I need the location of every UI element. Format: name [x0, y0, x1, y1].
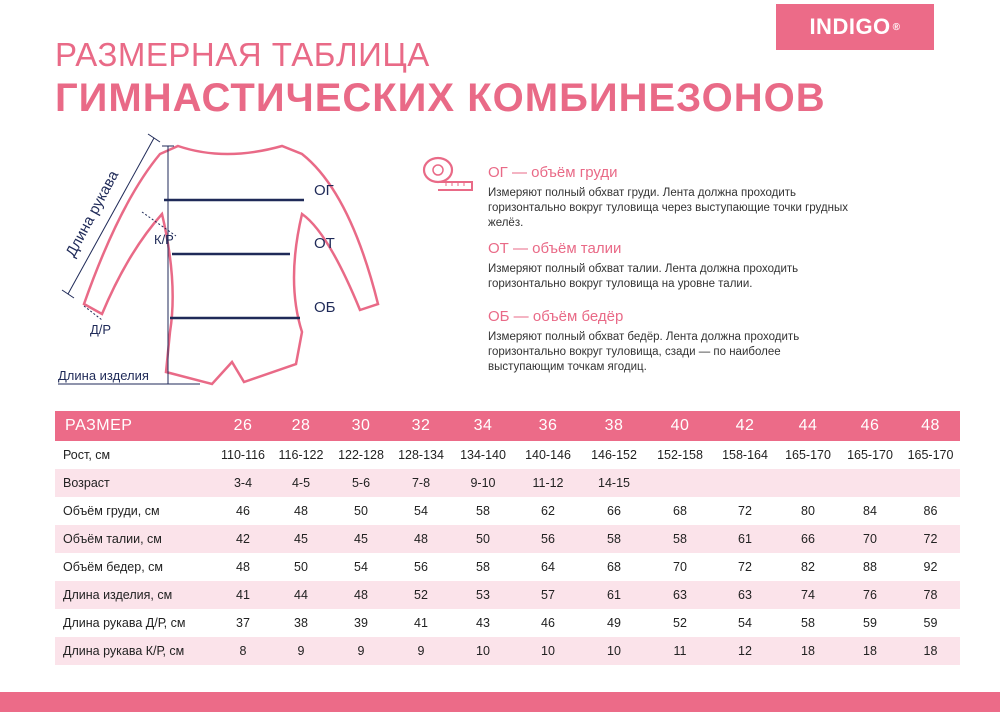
sleeve-length-label: Длина рукава	[62, 167, 123, 260]
measuring-tape-icon	[420, 154, 476, 192]
table-cell: 48	[236, 560, 250, 574]
table-cell: 9	[331, 637, 391, 665]
table-cell: 50	[451, 525, 515, 553]
table-cell: 10	[581, 637, 647, 665]
table-cell: 128-134	[398, 448, 444, 462]
header-cell: 38	[581, 411, 647, 441]
table-cell: 64	[541, 560, 555, 574]
header-cell: РАЗМЕР	[55, 411, 215, 441]
measurement-ot-text: Измеряют полный обхват талии. Лента должна проходить горизонтально вокруг туловища на уровне талии.	[488, 263, 799, 290]
registered-mark: ®	[892, 21, 901, 33]
table-cell: 10	[515, 637, 581, 665]
table-cell	[901, 469, 960, 497]
table-cell: 46	[236, 504, 250, 518]
table-cell: 56	[515, 525, 581, 553]
table-cell: 68	[607, 560, 621, 574]
size-table	[55, 411, 960, 665]
table-cell	[839, 469, 901, 497]
table-cell: 9-10	[451, 469, 515, 497]
table-cell: 37	[236, 616, 250, 630]
table-cell: 5-6	[331, 469, 391, 497]
header-cell: 44	[777, 411, 839, 441]
table-cell: 165-170	[785, 448, 831, 462]
table-cell: 165-170	[847, 448, 893, 462]
table-cell: 10	[451, 637, 515, 665]
table-cell: 84	[863, 504, 877, 518]
table-cell: 48	[294, 504, 308, 518]
table-row	[55, 525, 960, 553]
header-cell: 30	[331, 411, 391, 441]
table-cell: 70	[673, 560, 687, 574]
row-label: Объём талии, см	[55, 525, 215, 553]
table-cell: 59	[863, 616, 877, 630]
table-cell: 54	[354, 560, 368, 574]
table-cell: 41	[215, 581, 271, 609]
table-cell: 63	[713, 581, 777, 609]
table-cell: 52	[391, 581, 451, 609]
table-cell: 39	[354, 616, 368, 630]
table-cell: 18	[777, 637, 839, 665]
table-cell: 50	[354, 504, 368, 518]
measurement-ot-title: ОТ — объём талии	[488, 240, 622, 257]
measurement-ot	[488, 240, 858, 292]
table-cell: 48	[331, 581, 391, 609]
measurement-og-title: ОГ — объём груди	[488, 164, 618, 181]
table-cell: 57	[515, 581, 581, 609]
table-cell: 92	[923, 560, 938, 574]
ob-label: ОБ	[314, 299, 336, 316]
logo-text: INDIGO	[809, 14, 891, 39]
table-cell: 43	[476, 616, 490, 630]
table-row	[55, 497, 960, 525]
leotard-sketch	[50, 132, 380, 392]
header-cell: 34	[451, 411, 515, 441]
table-cell: 66	[777, 525, 839, 553]
header-cell: 46	[839, 411, 901, 441]
table-cell: 134-140	[460, 448, 506, 462]
table-cell: 88	[863, 560, 877, 574]
table-cell: 41	[414, 616, 428, 630]
table-cell: 53	[451, 581, 515, 609]
table-cell: 11-12	[515, 469, 581, 497]
page-title-line1: РАЗМЕРНАЯ ТАБЛИЦА	[55, 36, 430, 73]
leotard-outline	[84, 146, 378, 384]
header-cell: 26	[215, 411, 271, 441]
measurement-og-text: Измеряют полный обхват груди. Лента должна проходить горизонтально вокруг туловища через выступающие точки грудных желёз.	[488, 187, 848, 229]
table-cell: 66	[607, 504, 621, 518]
kr-label: К/Р	[154, 232, 174, 247]
table-cell: 9	[271, 637, 331, 665]
table-row	[55, 469, 960, 497]
table-cell: 49	[607, 616, 621, 630]
table-cell: 158-164	[722, 448, 768, 462]
table-cell: 46	[541, 616, 555, 630]
table-cell: 45	[271, 525, 331, 553]
table-row	[55, 581, 960, 609]
table-cell: 58	[801, 616, 815, 630]
table-cell: 9	[391, 637, 451, 665]
table-cell: 74	[777, 581, 839, 609]
table-row	[55, 609, 960, 637]
table-header-row	[55, 411, 960, 441]
measurement-ob-text: Измеряют полный обхват бедёр. Лента должна проходить горизонтально вокруг туловища, сзади — по наиболее выступающим точкам ягодиц.	[488, 331, 800, 373]
table-cell	[647, 469, 713, 497]
ot-label: ОТ	[314, 235, 335, 252]
table-cell: 18	[839, 637, 901, 665]
table-cell: 165-170	[907, 448, 954, 462]
table-cell: 61	[713, 525, 777, 553]
table-cell	[777, 469, 839, 497]
og-label: ОГ	[314, 182, 334, 199]
table-row	[55, 637, 960, 665]
table-cell: 72	[738, 504, 752, 518]
table-cell: 80	[801, 504, 815, 518]
table-cell: 72	[901, 525, 960, 553]
measurement-og	[488, 164, 858, 231]
table-cell	[713, 469, 777, 497]
header-cell: 42	[713, 411, 777, 441]
header-cell: 28	[271, 411, 331, 441]
table-cell: 14-15	[581, 469, 647, 497]
brand-logo	[776, 4, 934, 50]
row-label: Длина рукава Д/Р, см	[63, 616, 186, 630]
table-cell: 44	[271, 581, 331, 609]
table-cell: 76	[839, 581, 901, 609]
table-cell: 8	[215, 637, 271, 665]
table-cell: 7-8	[391, 469, 451, 497]
table-cell: 78	[901, 581, 960, 609]
table-cell: 68	[673, 504, 687, 518]
table-cell: 146-152	[591, 448, 637, 462]
table-cell: 48	[391, 525, 451, 553]
table-cell: 18	[901, 637, 960, 665]
table-cell: 86	[923, 504, 938, 518]
table-row	[55, 553, 960, 581]
table-cell: 58	[476, 504, 490, 518]
measurement-ob-title: ОБ — объём бедёр	[488, 308, 624, 325]
table-cell: 63	[647, 581, 713, 609]
row-label: Длина рукава К/Р, см	[55, 637, 215, 665]
header-cell: 36	[515, 411, 581, 441]
header-cell: 32	[391, 411, 451, 441]
footer-bar	[0, 692, 1000, 712]
row-label: Объём груди, см	[63, 504, 160, 518]
table-cell: 50	[294, 560, 308, 574]
product-length-label: Длина изделия	[58, 368, 149, 383]
table-cell: 58	[476, 560, 490, 574]
table-cell: 52	[673, 616, 687, 630]
table-cell: 58	[581, 525, 647, 553]
row-label: Рост, см	[63, 448, 111, 462]
table-cell: 59	[923, 616, 938, 630]
row-label: Длина изделия, см	[55, 581, 215, 609]
table-cell: 62	[541, 504, 555, 518]
page-title-line2: ГИМНАСТИЧЕСКИХ КОМБИНЕЗОНОВ	[55, 76, 826, 120]
table-cell: 122-128	[338, 448, 384, 462]
dr-label: Д/Р	[90, 322, 112, 337]
table-cell: 72	[738, 560, 752, 574]
table-cell: 61	[581, 581, 647, 609]
table-row	[55, 441, 960, 469]
table-cell: 56	[414, 560, 428, 574]
table-cell: 70	[839, 525, 901, 553]
table-cell: 42	[215, 525, 271, 553]
header-cell: 40	[647, 411, 713, 441]
table-cell: 152-158	[657, 448, 703, 462]
table-cell: 54	[738, 616, 752, 630]
table-cell: 38	[294, 616, 308, 630]
table-cell: 58	[647, 525, 713, 553]
table-cell: 4-5	[271, 469, 331, 497]
measurement-ob	[488, 308, 858, 375]
table-cell: 12	[713, 637, 777, 665]
table-cell: 45	[331, 525, 391, 553]
table-cell: 82	[801, 560, 815, 574]
table-cell: 3-4	[215, 469, 271, 497]
table-cell: 11	[647, 637, 713, 665]
table-cell: 110-116	[220, 448, 266, 462]
row-label: Возраст	[55, 469, 215, 497]
table-cell: 116-122	[278, 448, 324, 462]
row-label: Объём бедер, см	[63, 560, 163, 574]
table-cell: 140-146	[525, 448, 571, 462]
header-cell: 48	[901, 411, 960, 441]
table-cell: 54	[414, 504, 428, 518]
garment-diagram	[50, 132, 380, 392]
